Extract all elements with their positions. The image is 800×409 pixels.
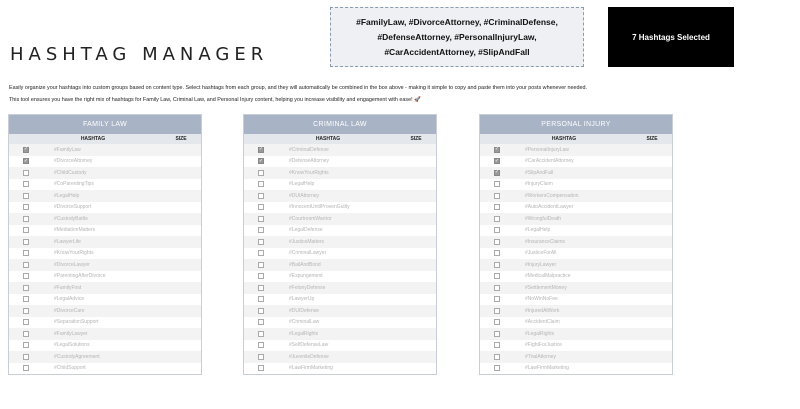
table-row[interactable] bbox=[480, 236, 672, 248]
checkbox-unchecked[interactable] bbox=[494, 273, 500, 279]
table-row[interactable] bbox=[480, 305, 672, 317]
checkbox-unchecked[interactable] bbox=[23, 193, 29, 199]
hashtag-name: #WorkersCompensation bbox=[525, 192, 579, 199]
checkbox-unchecked[interactable] bbox=[258, 227, 264, 233]
checkbox-unchecked[interactable] bbox=[494, 331, 500, 337]
hashtag-name: #KnowYourRights bbox=[289, 169, 329, 176]
family-law-table bbox=[8, 114, 202, 375]
page-title: HASHTAG MANAGER bbox=[10, 44, 269, 65]
table-row[interactable] bbox=[244, 282, 436, 294]
hashtag-name: #DefenseAttorney bbox=[289, 158, 330, 165]
checkbox-unchecked[interactable] bbox=[258, 204, 264, 210]
hashtag-name: #ParentingAfterDivorce bbox=[54, 273, 106, 280]
table-row[interactable] bbox=[9, 340, 201, 352]
table-row[interactable] bbox=[9, 317, 201, 329]
table-row[interactable] bbox=[244, 317, 436, 329]
hashtag-name: #CourtroomWarrior bbox=[289, 215, 332, 222]
table-row[interactable] bbox=[244, 225, 436, 237]
table-row[interactable] bbox=[244, 144, 436, 156]
table-header-row bbox=[9, 134, 201, 144]
hashtag-name: #LegalHelp bbox=[525, 227, 551, 234]
size-column-header: SIZE bbox=[410, 136, 422, 142]
hashtag-column-header: HASHTAG bbox=[315, 136, 341, 142]
table-row[interactable] bbox=[480, 282, 672, 294]
checkbox-unchecked[interactable] bbox=[23, 342, 29, 348]
hashtag-name: #SlipAndFall bbox=[525, 169, 554, 176]
checkbox-unchecked[interactable] bbox=[23, 216, 29, 222]
table-row[interactable] bbox=[9, 167, 201, 179]
hashtag-name: #CustodyAgreement bbox=[54, 353, 100, 360]
checkbox-unchecked[interactable] bbox=[494, 354, 500, 360]
table-row[interactable] bbox=[9, 202, 201, 214]
hashtag-name: #LegalHelp bbox=[54, 192, 80, 199]
checkbox-unchecked[interactable] bbox=[258, 308, 264, 314]
hashtag-name: #DivorceSupport bbox=[54, 204, 92, 211]
table-row[interactable] bbox=[480, 271, 672, 283]
hashtag-name: #InjuryLawyer bbox=[525, 261, 557, 268]
hashtag-name: #ChildSupport bbox=[54, 365, 86, 372]
hashtag-name: #LawFirmMarketing bbox=[525, 365, 569, 372]
checkbox-unchecked[interactable] bbox=[23, 354, 29, 360]
combined-hashtags-box[interactable] bbox=[330, 7, 584, 67]
table-row[interactable] bbox=[244, 271, 436, 283]
hashtag-name: #CarAccidentAttorney bbox=[525, 158, 574, 165]
table-row[interactable] bbox=[9, 179, 201, 191]
checkbox-unchecked[interactable] bbox=[258, 365, 264, 371]
hashtag-name: #InjuredAtWork bbox=[525, 307, 560, 314]
checkbox-unchecked[interactable] bbox=[23, 262, 29, 268]
checkbox-unchecked[interactable] bbox=[494, 204, 500, 210]
hashtag-name: #AccidentClaim bbox=[525, 319, 560, 326]
hashtag-name: #JuvenileDefense bbox=[289, 353, 329, 360]
checkbox-checked[interactable]: ✓ bbox=[258, 146, 264, 153]
checkbox-unchecked[interactable] bbox=[23, 296, 29, 302]
table-row[interactable] bbox=[244, 328, 436, 340]
table-row[interactable] bbox=[9, 225, 201, 237]
table-rows bbox=[9, 144, 201, 374]
hashtag-name: #LegalDefense bbox=[289, 227, 323, 234]
hashtag-name: #InjuryClaim bbox=[525, 181, 553, 188]
hashtag-name: #WrongfulDeath bbox=[525, 215, 562, 222]
hashtag-name: #LegalSolutions bbox=[54, 342, 90, 349]
checkbox-checked[interactable]: ✓ bbox=[258, 157, 264, 164]
table-row[interactable] bbox=[480, 190, 672, 202]
table-title: CRIMINAL LAW bbox=[244, 115, 436, 134]
table-row[interactable] bbox=[480, 225, 672, 237]
table-row[interactable] bbox=[9, 144, 201, 156]
checkbox-unchecked[interactable] bbox=[494, 308, 500, 314]
table-row[interactable] bbox=[244, 202, 436, 214]
table-row[interactable] bbox=[9, 282, 201, 294]
table-row[interactable] bbox=[480, 259, 672, 271]
checkbox-unchecked[interactable] bbox=[258, 193, 264, 199]
personal-injury-table bbox=[479, 114, 673, 375]
hashtag-name: #DivorceLawyer bbox=[54, 261, 90, 268]
checkbox-unchecked[interactable] bbox=[494, 239, 500, 245]
checkbox-unchecked[interactable] bbox=[258, 285, 264, 291]
checkbox-unchecked[interactable] bbox=[23, 308, 29, 314]
table-row[interactable] bbox=[9, 259, 201, 271]
checkbox-unchecked[interactable] bbox=[258, 181, 264, 187]
checkbox-unchecked[interactable] bbox=[23, 285, 29, 291]
hashtag-name: #PersonalInjuryLaw bbox=[525, 146, 569, 153]
checkbox-unchecked[interactable] bbox=[23, 250, 29, 256]
table-row[interactable] bbox=[244, 294, 436, 306]
hashtag-name: #LawFirmMarketing bbox=[289, 365, 333, 372]
table-row[interactable] bbox=[480, 144, 672, 156]
checkbox-unchecked[interactable] bbox=[258, 273, 264, 279]
checkbox-unchecked[interactable] bbox=[258, 354, 264, 360]
selected-count-badge: 7 Hashtags Selected bbox=[608, 7, 734, 67]
intro-text bbox=[9, 82, 794, 106]
table-row[interactable] bbox=[9, 328, 201, 340]
checkbox-unchecked[interactable] bbox=[494, 181, 500, 187]
table-row[interactable] bbox=[480, 340, 672, 352]
intro-line-1: Easily organize your hashtags into custom groups based on content type. Select hashtags from each group, and they will automatically be combined in the box above - making it simple to copy and paste them into your posts whenever needed. bbox=[9, 85, 588, 91]
checkbox-checked[interactable]: ✓ bbox=[494, 157, 500, 164]
table-row[interactable] bbox=[480, 294, 672, 306]
checkbox-unchecked[interactable] bbox=[23, 239, 29, 245]
checkbox-unchecked[interactable] bbox=[258, 170, 264, 176]
hashtag-name: #Expungement bbox=[289, 273, 323, 280]
hashtag-name: #DivorceAttorney bbox=[54, 158, 93, 165]
hashtag-name: #CriminalLawyer bbox=[289, 250, 327, 257]
checkbox-unchecked[interactable] bbox=[494, 285, 500, 291]
table-row[interactable] bbox=[244, 259, 436, 271]
table-title: PERSONAL INJURY bbox=[480, 115, 672, 134]
table-row[interactable] bbox=[9, 363, 201, 375]
table-row[interactable] bbox=[244, 167, 436, 179]
hashtag-name: #BailAndBond bbox=[289, 261, 321, 268]
checkbox-checked[interactable]: ✓ bbox=[23, 157, 29, 164]
checkbox-unchecked[interactable] bbox=[494, 250, 500, 256]
checkbox-unchecked[interactable] bbox=[258, 250, 264, 256]
intro-line-2-text: This tool ensures you have the right mix of hashtags for Family Law, Criminal Law, and Personal Injury content, helping you increase visibility and engagement with ease! bbox=[9, 97, 413, 103]
checkbox-unchecked[interactable] bbox=[494, 342, 500, 348]
table-row[interactable] bbox=[480, 213, 672, 225]
checkbox-unchecked[interactable] bbox=[494, 365, 500, 371]
hashtag-name: #SeparationSupport bbox=[54, 319, 99, 326]
table-header-row bbox=[244, 134, 436, 144]
hashtag-name: #JusticeMatters bbox=[289, 238, 325, 245]
table-rows bbox=[480, 144, 672, 374]
hashtag-name: #AutoAccidentLawyer bbox=[525, 204, 574, 211]
table-row[interactable] bbox=[9, 351, 201, 363]
table-row[interactable] bbox=[244, 190, 436, 202]
hashtag-name: #DivorceCare bbox=[54, 307, 85, 314]
combined-hashtags-line-2: #DefenseAttorney, #PersonalInjuryLaw, bbox=[377, 31, 537, 42]
intro-line-2 bbox=[9, 94, 794, 106]
checkbox-unchecked[interactable] bbox=[23, 331, 29, 337]
criminal-law-table bbox=[243, 114, 437, 375]
table-row[interactable] bbox=[244, 363, 436, 375]
table-row[interactable] bbox=[244, 351, 436, 363]
size-column-header: SIZE bbox=[646, 136, 658, 142]
table-row[interactable] bbox=[480, 328, 672, 340]
hashtag-name: #TrialAttorney bbox=[525, 353, 556, 360]
hashtag-name: #DUIAttorney bbox=[289, 192, 320, 199]
hashtag-name: #SelfDefenseLaw bbox=[289, 342, 329, 349]
hashtag-name: #LegalRights bbox=[289, 330, 319, 337]
table-row[interactable] bbox=[480, 248, 672, 260]
hashtag-name: #MediationMatters bbox=[54, 227, 96, 234]
checkbox-unchecked[interactable] bbox=[494, 262, 500, 268]
combined-hashtags-line-3: #CarAccidentAttorney, #SlipAndFall bbox=[384, 46, 530, 57]
checkbox-unchecked[interactable] bbox=[23, 204, 29, 210]
table-row[interactable] bbox=[9, 248, 201, 260]
checkbox-unchecked[interactable] bbox=[494, 296, 500, 302]
hashtag-column-header: HASHTAG bbox=[80, 136, 106, 142]
table-row[interactable] bbox=[480, 179, 672, 191]
checkbox-unchecked[interactable] bbox=[258, 262, 264, 268]
hashtag-name: #CustodyBattle bbox=[54, 215, 88, 222]
table-row[interactable] bbox=[9, 190, 201, 202]
checkbox-unchecked[interactable] bbox=[494, 216, 500, 222]
table-row[interactable] bbox=[9, 305, 201, 317]
hashtag-name: #LegalAdvice bbox=[54, 296, 85, 303]
table-row[interactable] bbox=[9, 236, 201, 248]
checkbox-unchecked[interactable] bbox=[258, 239, 264, 245]
checkbox-unchecked[interactable] bbox=[23, 181, 29, 187]
hashtag-name: #ChildCustody bbox=[54, 169, 87, 176]
table-row[interactable] bbox=[9, 294, 201, 306]
size-column-header: SIZE bbox=[175, 136, 187, 142]
checkbox-unchecked[interactable] bbox=[258, 331, 264, 337]
table-header-row bbox=[480, 134, 672, 144]
table-row[interactable] bbox=[480, 351, 672, 363]
table-row[interactable] bbox=[480, 156, 672, 168]
checkbox-unchecked[interactable] bbox=[494, 227, 500, 233]
hashtag-name: #MedicalMalpractice bbox=[525, 273, 571, 280]
checkbox-checked[interactable]: ✓ bbox=[494, 169, 500, 176]
table-row[interactable] bbox=[9, 213, 201, 225]
hashtag-name: #CriminalLaw bbox=[289, 319, 320, 326]
checkbox-unchecked[interactable] bbox=[258, 319, 264, 325]
hashtag-name: #LegalRights bbox=[525, 330, 555, 337]
checkbox-checked[interactable]: ✓ bbox=[494, 146, 500, 153]
table-row[interactable] bbox=[9, 156, 201, 168]
checkbox-unchecked[interactable] bbox=[258, 216, 264, 222]
table-row[interactable] bbox=[244, 179, 436, 191]
table-row[interactable] bbox=[244, 305, 436, 317]
hashtag-name: #JusticeForAll bbox=[525, 250, 557, 257]
table-row[interactable] bbox=[9, 271, 201, 283]
table-row[interactable] bbox=[480, 317, 672, 329]
hashtag-name: #KnowYourRights bbox=[54, 250, 94, 257]
hashtag-name: #LegalHelp bbox=[289, 181, 315, 188]
checkbox-unchecked[interactable] bbox=[23, 365, 29, 371]
hashtag-name: #FamilyLawyer bbox=[54, 330, 88, 337]
hashtag-name: #FamilyLaw bbox=[54, 146, 81, 153]
checkbox-unchecked[interactable] bbox=[23, 170, 29, 176]
hashtag-name: #CriminalDefense bbox=[289, 146, 329, 153]
table-row[interactable] bbox=[244, 213, 436, 225]
checkbox-checked[interactable]: ✓ bbox=[23, 146, 29, 153]
hashtag-name: #FelonyDefense bbox=[289, 284, 326, 291]
hashtag-name: #SettlementMoney bbox=[525, 284, 567, 291]
table-row[interactable] bbox=[244, 340, 436, 352]
table-row[interactable] bbox=[480, 202, 672, 214]
hashtag-name: #InsuranceClaims bbox=[525, 238, 566, 245]
hashtag-column-header: HASHTAG bbox=[551, 136, 577, 142]
table-row[interactable] bbox=[244, 156, 436, 168]
table-rows bbox=[244, 144, 436, 374]
checkbox-unchecked[interactable] bbox=[258, 296, 264, 302]
table-row[interactable] bbox=[480, 363, 672, 375]
checkbox-unchecked[interactable] bbox=[23, 319, 29, 325]
checkbox-unchecked[interactable] bbox=[258, 342, 264, 348]
combined-hashtags-line-1: #FamilyLaw, #DivorceAttorney, #CriminalDefense, bbox=[356, 16, 558, 27]
table-row[interactable] bbox=[244, 248, 436, 260]
checkbox-unchecked[interactable] bbox=[23, 227, 29, 233]
table-row[interactable] bbox=[244, 236, 436, 248]
checkbox-unchecked[interactable] bbox=[494, 193, 500, 199]
hashtag-name: #CoParentingTips bbox=[54, 181, 94, 188]
hashtag-name: #LawyerUp bbox=[289, 296, 315, 303]
hashtag-name: #InnocentUntilProvenGuilty bbox=[289, 204, 350, 211]
hashtag-name: #FightForJustice bbox=[525, 342, 562, 349]
hashtag-name: #FamilyFirst bbox=[54, 284, 82, 291]
hashtag-name: #NoWinNoFee bbox=[525, 296, 558, 303]
hashtag-name: #DUIDefense bbox=[289, 307, 320, 314]
rocket-icon: 🚀 bbox=[414, 97, 421, 103]
table-row[interactable] bbox=[480, 167, 672, 179]
checkbox-unchecked[interactable] bbox=[23, 273, 29, 279]
table-title: FAMILY LAW bbox=[9, 115, 201, 134]
hashtag-name: #LawyerLife bbox=[54, 238, 81, 245]
checkbox-unchecked[interactable] bbox=[494, 319, 500, 325]
